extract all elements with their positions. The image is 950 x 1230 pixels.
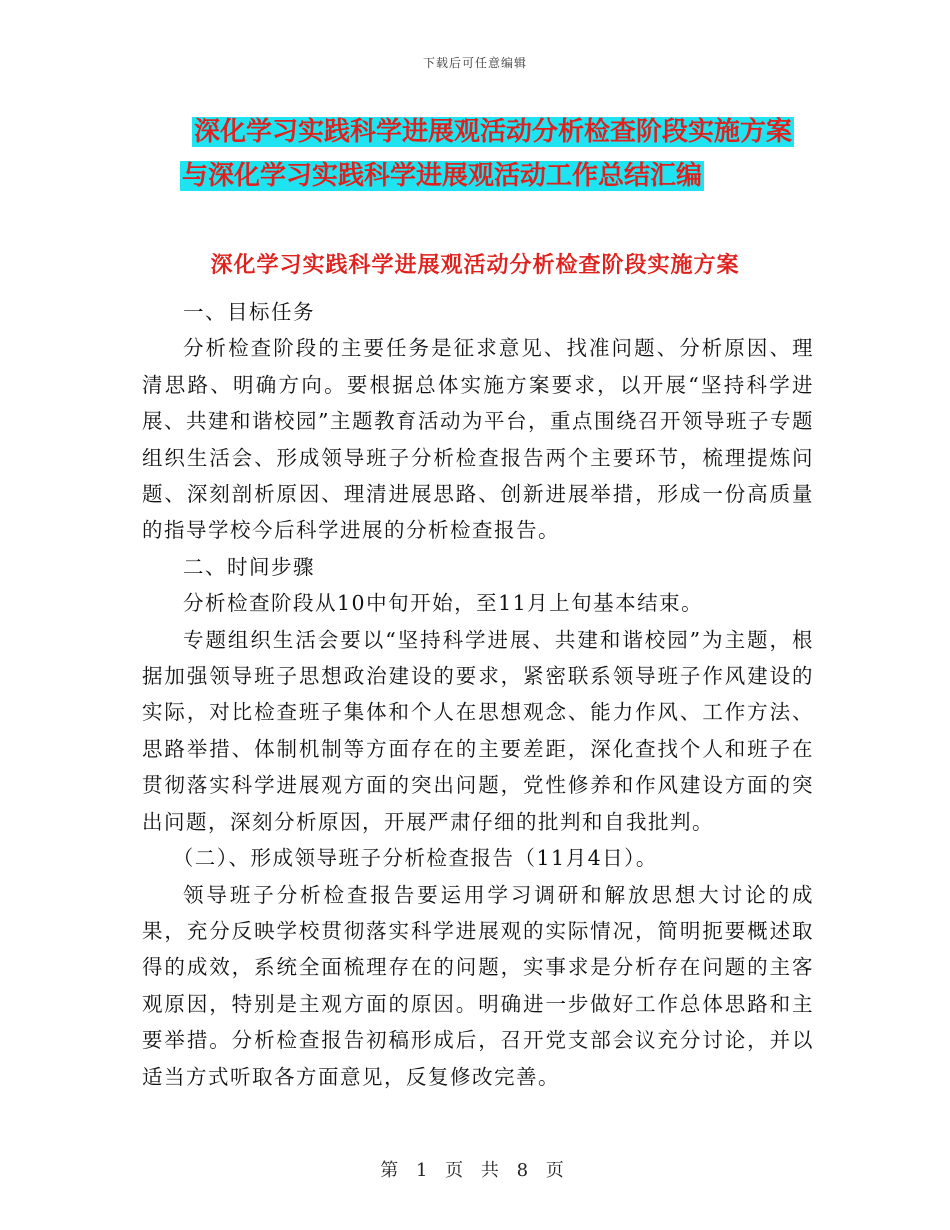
- title-highlight-1: 深化学习实践科学进展观活动分析检查阶段实施方案: [194, 117, 793, 147]
- paragraph-schedule: 分析检查阶段从10中旬开始，至11月上旬基本结束。: [183, 591, 704, 616]
- document-title-line-1: [192, 114, 832, 150]
- section-title: 深化学习实践科学进展观活动分析检查阶段实施方案: [210, 253, 740, 278]
- page-header-note: 下载后可任意编辑: [422, 56, 527, 70]
- document-title-line-2: [180, 158, 820, 194]
- heading-goals: 一、目标任务: [183, 300, 315, 324]
- heading-report: （二）、形成领导班子分析检查报告（11月4日）。: [172, 846, 658, 871]
- paragraph-meeting: 专题组织生活会要以“坚持科学进展、共建和谐校园”为主题，根据加强领导班子思想政治建设的要求，紧密联系领导班子作风建设的实际，对比检查班子集体和个人在思想观念、能力作风、工作方法、思路举措、体制机制等方面存在的主要差距，深化查找个人和班子在贯彻落实科学进展观方面的突出问题，党性修养和作风建设方面的突出问题，深刻分析原因，开展严肃仔细的批判和自我批判。: [142, 627, 814, 834]
- paragraph-report: 领导班子分析检查报告要运用学习调研和解放思想大讨论的成果，充分反映学校贯彻落实科学进展观的实际情况，简明扼要概述取得的成效，系统全面梳理存在的问题，实事求是分析存在问题的主客观原因，特别是主观方面的原因。明确进一步做好工作总体思路和主要举措。分析检查报告初稿形成后，召开党支部会议充分讨论，并以适当方式听取各方面意见，反复修改完善。: [142, 882, 814, 1089]
- page-number: 第 1 页 共 8 页: [380, 1160, 570, 1181]
- title-highlight-2: 与深化学习实践科学进展观活动工作总结汇编: [182, 161, 703, 191]
- paragraph-goals: 分析检查阶段的主要任务是征求意见、找准问题、分析原因、理清思路、明确方向。要根据总体实施方案要求，以开展“坚持科学进展、共建和谐校园”主题教育活动为平台，重点围绕召开领导班子专题组织生活会、形成领导班子分析检查报告两个主要环节，梳理提炼问题、深刻剖析原因、理清进展思路、创新进展举措，形成一份高质量的指导学校今后科学进展的分析检查报告。: [142, 336, 814, 543]
- document-body: [142, 294, 814, 1095]
- heading-schedule: 二、时间步骤: [183, 554, 315, 579]
